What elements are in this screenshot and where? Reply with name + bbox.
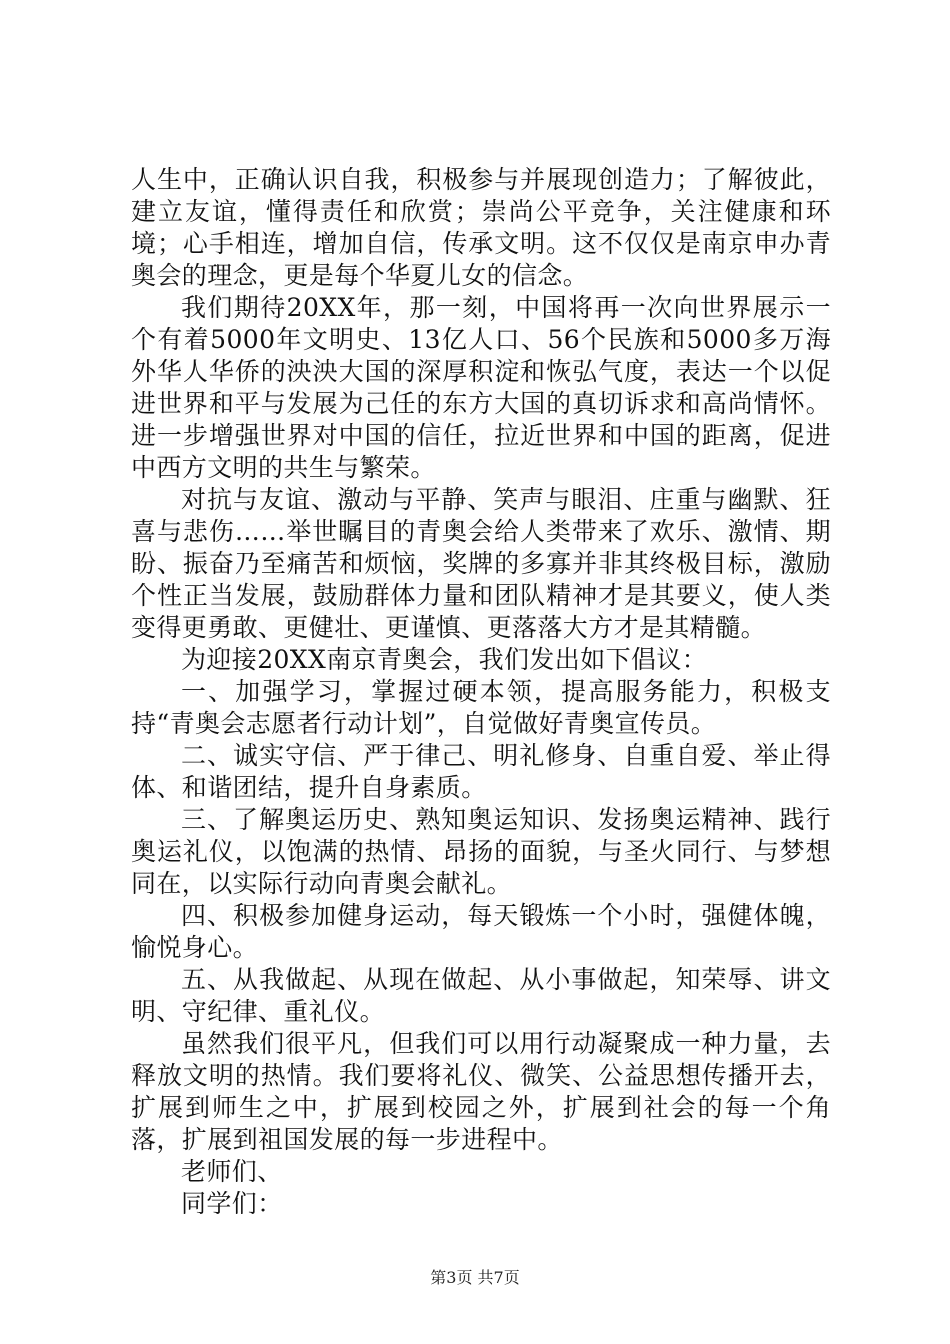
proposal-item-5: 五、从我做起、从现在做起、从小事做起，知荣辱、讲文明、守纪律、重礼仪。: [131, 965, 831, 1026]
proposal-item-3: 三、了解奥运历史、熟知奥运知识、发扬奥运精神、践行奥运礼仪，以饱满的热情、昂扬的面貌，与圣火同行、与梦想同在，以实际行动向青奥会献礼。: [131, 805, 831, 898]
paragraph-olympic-spirit: 对抗与友谊、激动与平静、笑声与眼泪、庄重与幽默、狂喜与悲伤……举世瞩目的青奥会给人类带来了欢乐、激情、期盼、振奋乃至痛苦和烦恼，奖牌的多寡并非其终极目标，激励个性正当发展，鼓励群体力量和团队精神才是其要义，使人类变得更勇敢、更健壮、更谨慎、更落落大方才是其精髓。: [131, 485, 831, 642]
proposal-item-4: 四、积极参加健身运动，每天锻炼一个小时，强健体魄，愉悦身心。: [131, 901, 831, 962]
proposal-item-2: 二、诚实守信、严于律己、明礼修身、自重自爱、举止得体、和谐团结，提升自身素质。: [131, 741, 831, 802]
salutation-teachers: 老师们、: [181, 1157, 283, 1186]
paragraph-closing: 虽然我们很平凡，但我们可以用行动凝聚成一种力量，去释放文明的热情。我们要将礼仪、微笑、公益思想传播开去，扩展到师生之中，扩展到校园之外，扩展到社会的每一个角落，扩展到祖国发展的每一步进程中。: [131, 1029, 831, 1154]
document-body: [131, 164, 831, 1220]
paragraph-continuation: 人生中，正确认识自我，积极参与并展现创造力；了解彼此，建立友谊，懂得责任和欣赏；崇尚公平竞争，关注健康和环境；心手相连，增加自信，传承文明。这不仅仅是南京申办青奥会的理念，更是每个华夏儿女的信念。: [131, 165, 831, 290]
page-number-footer: 第3页 共7页: [430, 1268, 520, 1287]
salutation-students: 同学们：: [181, 1189, 283, 1218]
paragraph-expectation: 我们期待20XX年，那一刻，中国将再一次向世界展示一个有着5000年文明史、13亿人口、56个民族和5000多万海外华人华侨的泱泱大国的深厚积淀和恢弘气度，表达一个以促进世界和平与发展为己任的东方大国的真切诉求和高尚情怀。进一步增强世界对中国的信任，拉近世界和中国的距离，促进中西方文明的共生与繁荣。: [131, 293, 831, 482]
paragraph-proposal-intro: 为迎接20XX南京青奥会，我们发出如下倡议：: [181, 645, 708, 674]
proposal-item-1: 一、加强学习，掌握过硬本领，提高服务能力，积极支持“青奥会志愿者行动计划”，自觉做好青奥宣传员。: [131, 677, 831, 738]
